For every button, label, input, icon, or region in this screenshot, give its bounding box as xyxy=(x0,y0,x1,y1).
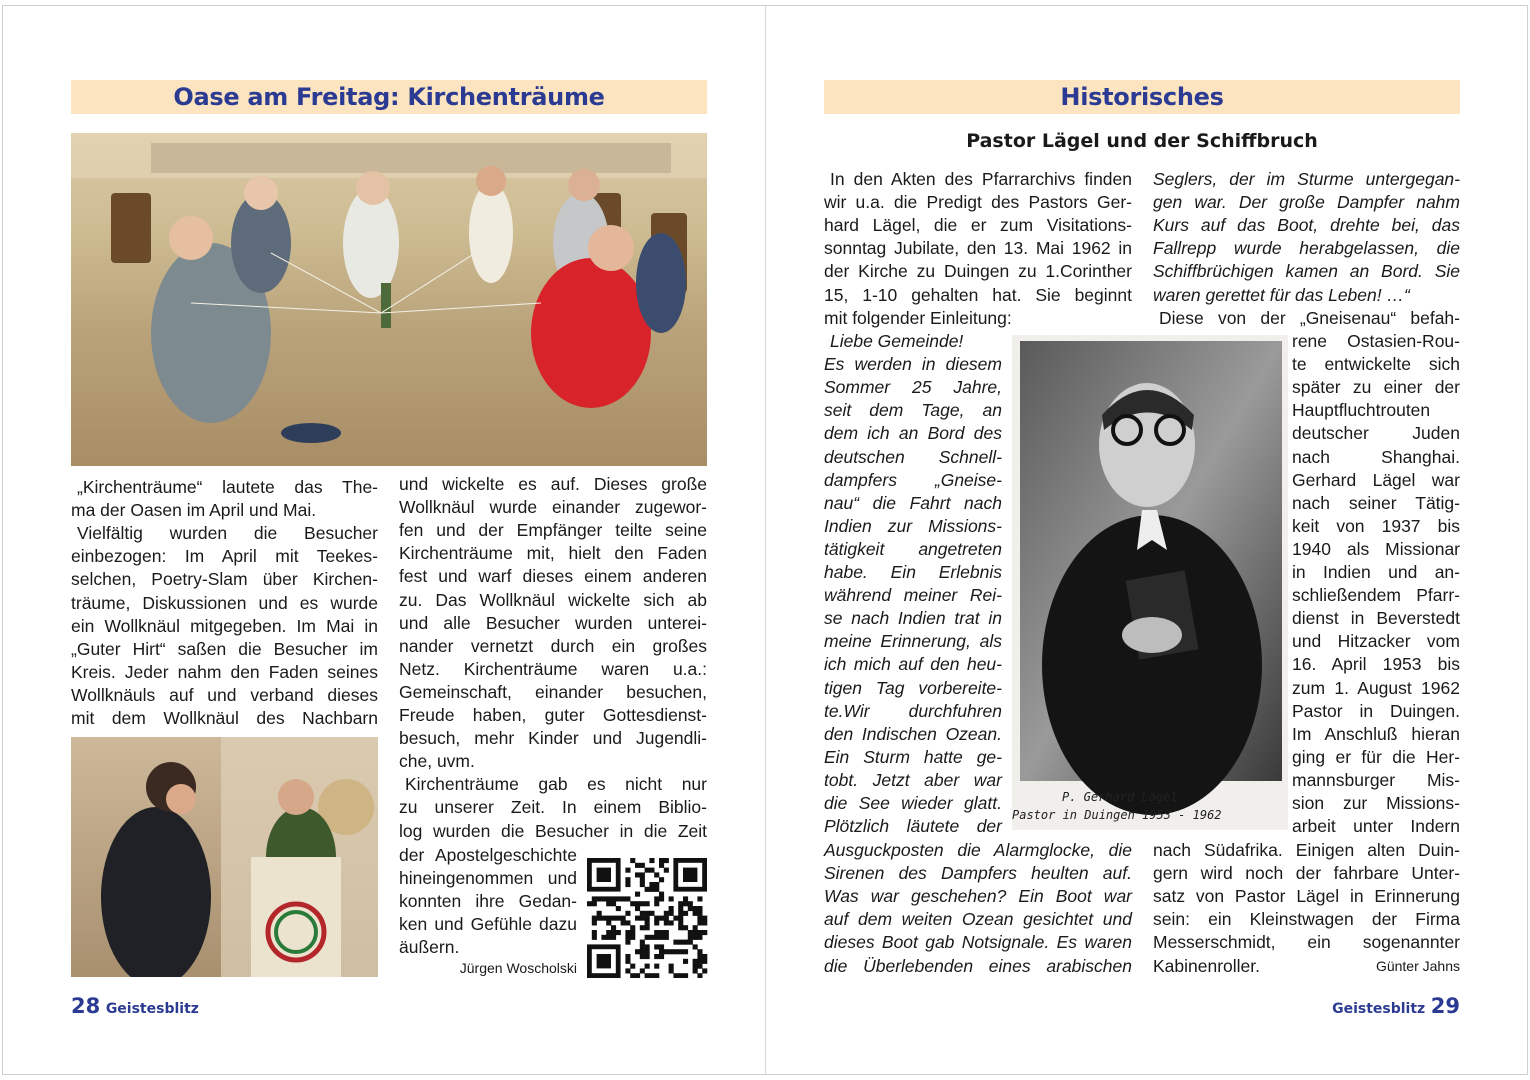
text-line: tigen Tag vorbereite- xyxy=(824,677,1002,698)
right-author: Günter Jahns xyxy=(1375,958,1460,974)
text-line: Was war geschehen? Ein Boot war xyxy=(824,886,1132,907)
text-line: einbezogen: Im April mit Teekes- xyxy=(71,546,378,567)
text-line: Wollknäuls auf und verband dieses xyxy=(71,684,378,705)
text-line: nander vernetzt durch ein großes xyxy=(399,635,707,656)
text-line: sion zur Missions- xyxy=(1292,793,1460,813)
magazine-name: Geistesblitz xyxy=(1332,1001,1426,1017)
text-line: Pastor in Duingen. xyxy=(1292,700,1460,721)
text-line: Hauptfluchtrouten xyxy=(1292,400,1431,421)
text-line: hineingenommen und xyxy=(399,868,577,889)
text-line: Diese von der „Gneisenau“ befah- xyxy=(1159,307,1460,328)
text-line: zu unserer Zeit. In einem Biblio- xyxy=(399,797,707,818)
text-line: der Kirche zu Duingen zu 1.Corinther xyxy=(824,261,1132,282)
text-line: den Indischen Ozean. xyxy=(824,723,1002,744)
left-section-header: Oase am Freitag: Kirchenträume xyxy=(71,80,707,114)
text-line: ma der Oasen im April und Mai. xyxy=(71,500,317,521)
text-line: Kirchenträume mit, hielt den Faden xyxy=(399,543,707,564)
text-line: Es werden in diesem xyxy=(824,354,1002,375)
text-line: später zu einer der xyxy=(1292,377,1460,398)
text-line: Freude haben, guter Gottesdienst- xyxy=(399,705,707,725)
photo-caption-name: P. Gerhard Lägel xyxy=(1062,790,1178,804)
text-line: Gemeinschaft, einander besuchen, xyxy=(399,681,707,702)
text-line: deutscher Juden xyxy=(1292,423,1460,444)
text-line: dem ich an Bord des xyxy=(824,423,1002,444)
text-line: te.Wir durchfuhren xyxy=(824,700,1002,721)
text-line: Kabinenroller. xyxy=(1153,955,1261,976)
text-line: zu. Das Wollknäul wickelte sich ab xyxy=(399,589,707,610)
text-line: nau“ die Fahrt nach xyxy=(824,492,1002,513)
text-line: dienst in Beverstedt xyxy=(1292,608,1460,629)
text-line: nach seiner Tätig- xyxy=(1292,492,1460,513)
text-line: Gerhard Lägel war xyxy=(1292,469,1460,490)
text-line: Kurs auf das Boot, drehte bei, das xyxy=(1153,215,1460,236)
text-line: und alle Besucher wurden unterei- xyxy=(399,612,707,633)
text-line: habe. Ein Erlebnis xyxy=(824,562,1002,582)
text-line: keit von 1937 bis xyxy=(1292,515,1460,536)
text-line: Messerschmidt, ein sogenannter xyxy=(1153,932,1460,953)
text-line: 15, 1-10 gehalten hat. Sie beginnt xyxy=(824,284,1132,305)
qr-code[interactable] xyxy=(586,858,708,978)
pastor-photo xyxy=(1012,335,1288,830)
article-title: Pastor Lägel und der Schiffbruch xyxy=(966,130,1318,152)
text-line: Plötzlich läutete der xyxy=(824,816,1002,837)
text-line: ging er für die Her- xyxy=(1292,746,1460,767)
text-line: „Kirchenträume“ lautete das The- xyxy=(77,477,378,497)
text-line: che, uvm. xyxy=(399,751,475,772)
text-line: waren gerettet für das Leben! …“ xyxy=(1153,284,1410,305)
text-line: seit dem Tage, an xyxy=(824,400,1002,421)
text-line: deutschen Schnell- xyxy=(824,446,1002,467)
text-line: träume, Diskussionen und es wurde xyxy=(71,592,378,613)
text-line: Im Anschluß hieran xyxy=(1292,723,1460,744)
text-line: hard Lägel, die er zum Visitations- xyxy=(824,215,1132,236)
text-line: konnten ihre Gedan- xyxy=(399,891,577,912)
page-number: 28 xyxy=(71,994,101,1018)
text-line: mit folgender Einleitung: xyxy=(824,307,1012,328)
text-line: te entwickelte sich xyxy=(1292,354,1460,375)
text-line: ein Wollknäul mitgegeben. Im Mai in xyxy=(71,615,378,636)
text-line: besuch, mehr Kinder und Jugendli- xyxy=(399,728,707,749)
text-line: Kreis. Jeder nahm den Faden seines xyxy=(71,661,378,682)
text-line: mannsburger Mis- xyxy=(1292,769,1460,790)
text-line: dieses Boot gab Notsignale. Es waren xyxy=(824,932,1132,953)
bibliolog-photo xyxy=(71,737,378,977)
text-line: 1940 als Missionar xyxy=(1292,538,1460,559)
text-line: und Hitzacker vom xyxy=(1292,631,1460,652)
text-line: fest und warf dieses einem anderen xyxy=(399,566,707,587)
text-line: rene Ostasien-Rou- xyxy=(1292,331,1460,351)
text-line: mit dem Wollknäul des Nachbarn xyxy=(71,708,378,728)
photo-caption-role: Pastor in Duingen 1953 - 1962 xyxy=(1012,808,1222,822)
text-line: Vielfältig wurden die Besucher xyxy=(77,523,378,544)
text-line: tätigkeit angetreten xyxy=(824,538,1002,559)
text-line: In den Akten des Pfarrarchivs finden xyxy=(830,169,1132,189)
text-line: schließendem Pfarr- xyxy=(1292,585,1460,606)
text-line: se nach Indien trat in xyxy=(824,608,1002,629)
text-line: Kirchenträume gab es nicht nur xyxy=(405,774,707,795)
text-line: sein: ein Kleinstwagen der Firma xyxy=(1153,909,1460,930)
text-line: die See wieder glatt. xyxy=(824,793,1002,813)
text-line: äußern. xyxy=(399,937,460,958)
text-line: Netz. Kirchenträume waren u.a.: xyxy=(399,658,707,679)
center-fold xyxy=(765,5,766,1074)
text-line: Sirenen des Dampfers heulten auf. xyxy=(824,863,1132,884)
text-line: auf dem weiten Ozean gesichtet und xyxy=(824,909,1132,930)
text-line: tobt. Jetzt aber war xyxy=(824,769,1002,790)
text-line: wir u.a. die Predigt des Pastors Ger- xyxy=(824,192,1132,213)
text-line: ken und Gefühle dazu xyxy=(399,914,577,935)
text-line: Ein Sturm hatte ge- xyxy=(824,746,1002,767)
page-number: 29 xyxy=(1430,994,1460,1018)
text-line: Schiffbrüchigen kamen an Bord. Sie xyxy=(1153,261,1460,282)
text-line: 16. April 1953 bis xyxy=(1292,654,1460,675)
text-line: gen war. Der große Dampfer nahm xyxy=(1153,192,1460,213)
text-line: die Überlebenden eines arabischen xyxy=(824,955,1132,976)
text-line: nach Shanghai. xyxy=(1292,446,1460,467)
text-line: Ausguckposten die Alarmglocke, die xyxy=(824,840,1132,860)
text-line: Seglers, der im Sturme untergegan- xyxy=(1153,169,1460,189)
text-line: der Apostelgeschichte xyxy=(399,845,577,865)
text-line: und wickelte es auf. Dieses große xyxy=(399,474,707,494)
text-line: gern wird noch der fahrbare Unter- xyxy=(1153,863,1460,884)
text-line: Indien zur Missions- xyxy=(824,515,1002,536)
text-line: in Indien und an- xyxy=(1292,562,1460,582)
text-line: meine Erinnerung, als xyxy=(824,631,1002,652)
text-line: arbeit unter Indern xyxy=(1292,816,1460,837)
text-line: selchen, Poetry-Slam über Kirchen- xyxy=(71,569,378,590)
text-line: sonntag Jubilate, den 13. Mai 1962 in xyxy=(824,238,1132,259)
text-line: dampfers „Gneise- xyxy=(824,469,1002,490)
text-line: log wurden die Besucher in die Zeit xyxy=(399,820,707,841)
text-line: ich mich auf den heu- xyxy=(824,654,1002,675)
left-author: Jürgen Woscholski xyxy=(459,960,577,976)
right-section-header: Historisches xyxy=(824,80,1460,114)
right-footer xyxy=(1332,994,1460,1018)
text-line: satz von Pastor Lägel in Erinnerung xyxy=(1153,886,1460,907)
text-line: fen und der Empfänger teilte seine xyxy=(399,520,707,541)
magazine-name: Geistesblitz xyxy=(105,1001,199,1017)
text-line: zum 1. August 1962 xyxy=(1292,677,1460,698)
text-line: während meiner Rei- xyxy=(824,585,1002,606)
text-line: Wollknäul wurde einander zugewor- xyxy=(399,497,707,518)
text-line: nach Südafrika. Einigen alten Duin- xyxy=(1153,840,1460,860)
text-line: Liebe Gemeinde! xyxy=(830,331,964,351)
group-photo xyxy=(71,133,707,466)
text-line: „Guter Hirt“ saßen die Besucher im xyxy=(71,638,378,659)
text-line: Sommer 25 Jahre, xyxy=(824,377,1002,398)
text-line: Fallrepp wurde herabgelassen, die xyxy=(1153,238,1460,259)
left-footer xyxy=(71,994,199,1018)
